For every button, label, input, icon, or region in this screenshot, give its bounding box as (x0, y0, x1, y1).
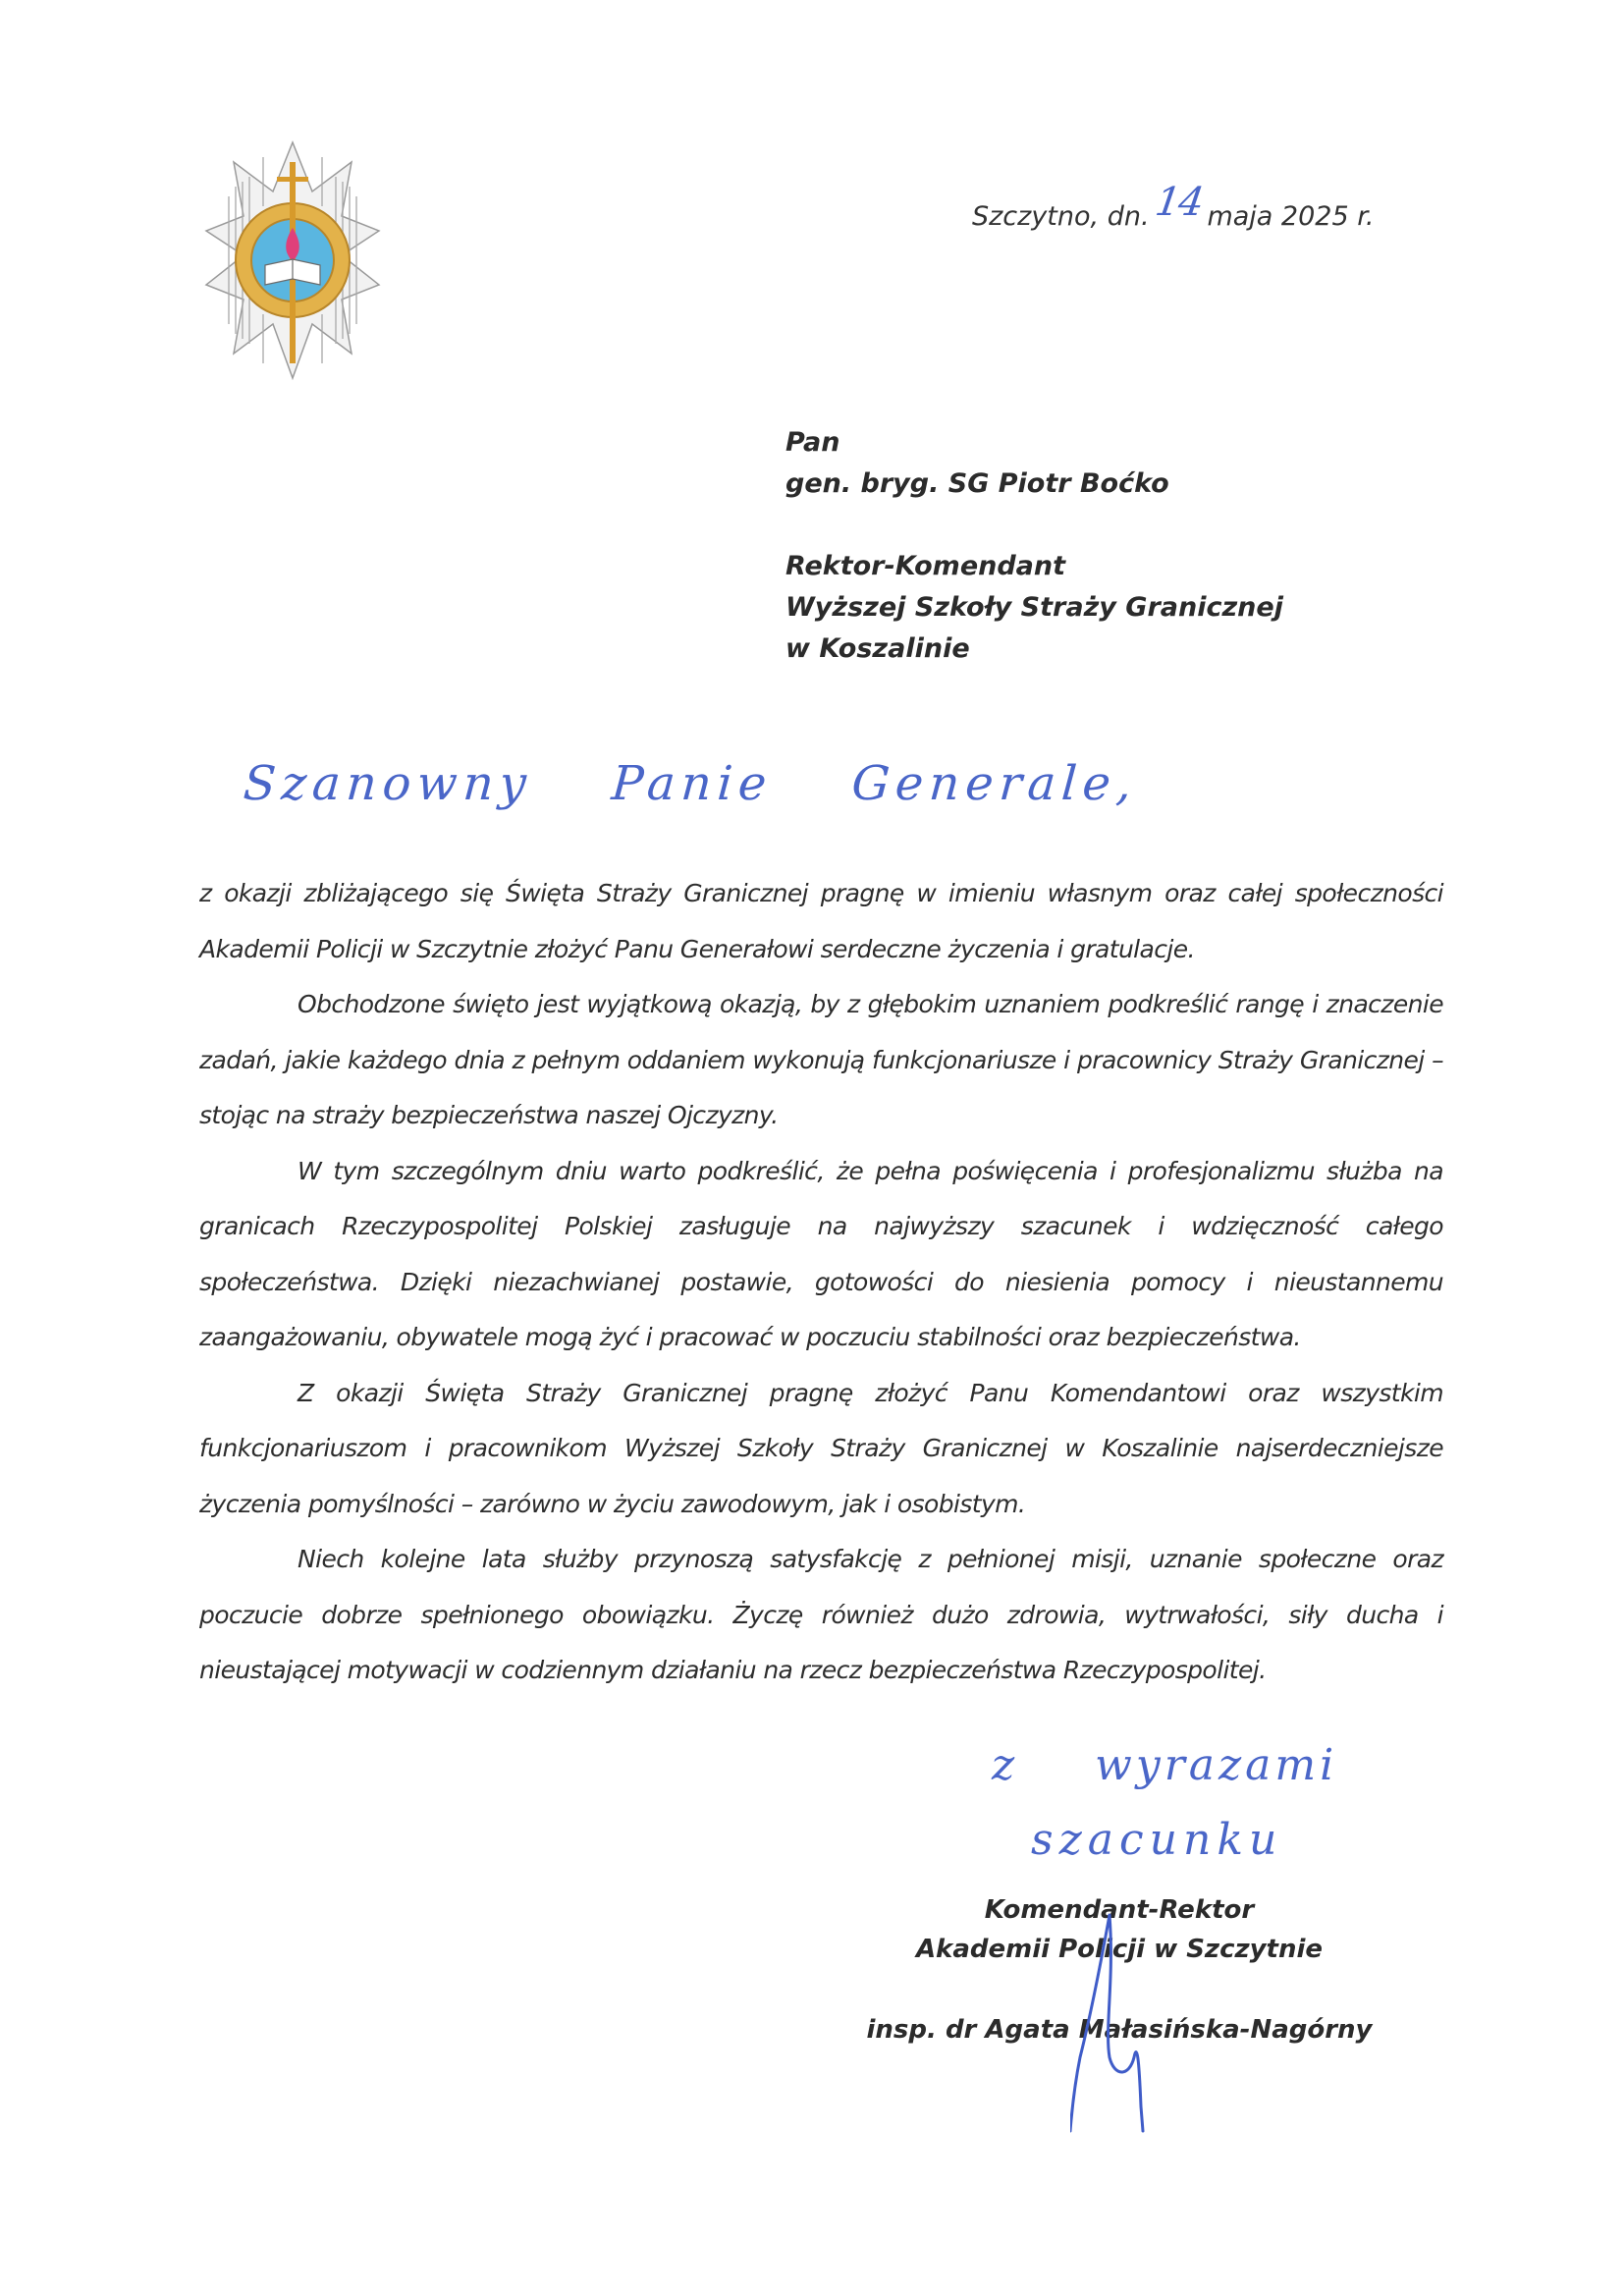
recipient-institution: Wyższej Szkoły Straży Granicznej (785, 592, 1283, 623)
body-paragraph: W tym szczególnym dniu warto podkreślić, że pełna poświęcenia i profesjonalizmu służba na granicach Rzeczypospolitej Polskiej zasługuje na najwyższy szacunek i wdzięczność całego społeczeństwa. Dzięki niezachwianej postawie, gotowości do niesienia pomocy i nieustannemu zaangażowaniu, obywatele mogą żyć i pracować w poczuciu stabilności oraz bezpieczeństwa. (199, 1156, 1443, 1351)
recipient-city: w Koszalinie (785, 633, 970, 664)
closing-line-2: szacunku (1031, 1815, 1283, 1865)
recipient-name: gen. bryg. SG Piotr Boćko (785, 468, 1169, 499)
handwritten-closing (992, 1728, 1337, 1878)
signatory-title: Komendant-Rektor (984, 1895, 1255, 1925)
signatory-name: insp. dr Agata Małasińska-Nagórny (866, 2015, 1373, 2045)
handwritten-salutation: Szanowny Panie Generale, (242, 756, 1140, 811)
body-paragraph: Niech kolejne lata służby przynoszą satysfakcję z pełnionej misji, uznanie społeczne oraz poczucie dobrze spełnionego obowiązku. Życzę również dużo zdrowia, wytrwałości, siły ducha i nieustającej motywacji w codziennym działaniu na rzecz bezpieczeństwa Rzeczypospolitej. (199, 1545, 1443, 1684)
handwritten-day: 14 (1152, 180, 1205, 225)
recipient-title: Rektor-Komendant (785, 551, 1066, 581)
closing-line-1: z wyrazami (992, 1740, 1338, 1790)
place-date-line (972, 180, 1375, 235)
police-academy-emblem-icon (204, 137, 381, 383)
place-date-suffix: maja 2025 r. (1207, 201, 1375, 232)
recipient-block (785, 422, 1283, 670)
place-date-prefix: Szczytno, dn. (972, 201, 1150, 232)
recipient-salutation-word: Pan (785, 427, 840, 458)
body-paragraph: z okazji zbliżającego się Święta Straży Granicznej pragnę w imieniu własnym oraz całej społeczności Akademii Policji w Szczytnie złożyć Panu Generałowi serdeczne życzenia i gratulacje. (199, 879, 1443, 963)
signatory-institution: Akademii Policji w Szczytnie (915, 1935, 1324, 1964)
handwritten-signature-icon (1070, 1910, 1188, 2136)
letter-body (199, 866, 1443, 1699)
body-paragraph: Z okazji Święta Straży Granicznej pragnę złożyć Panu Komendantowi oraz wszystkim funkcjonariuszom i pracownikom Wyższej Szkoły Straży Granicznej w Koszalinie najserdeczniejsze życzenia pomyślności – zarówno w życiu zawodowym, jak i osobistym. (199, 1378, 1443, 1518)
spacer (785, 505, 1283, 546)
body-paragraph: Obchodzone święto jest wyjątkową okazją, by z głębokim uznaniem podkreślić rangę i znaczenie zadań, jakie każdego dnia z pełnym oddaniem wykonują funkcjonariusze i pracownicy Straży Granicznej – stojąc na straży bezpieczeństwa naszej Ojczyzny. (199, 990, 1443, 1129)
